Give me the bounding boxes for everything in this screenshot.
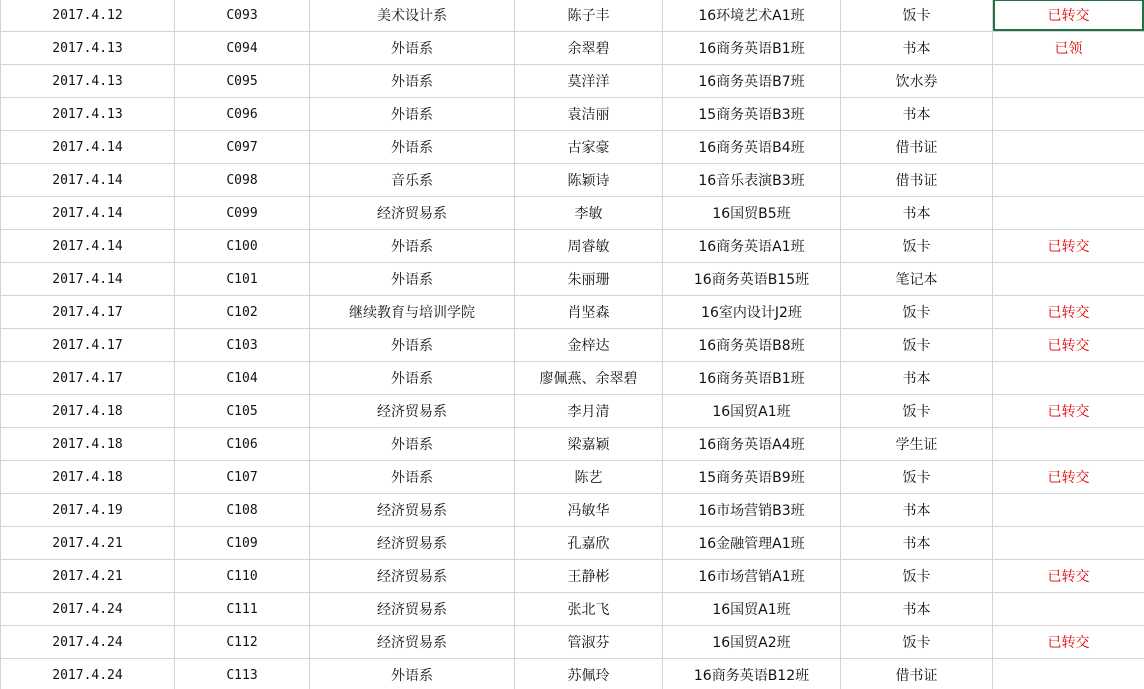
code-cell[interactable]: C109 — [175, 527, 310, 560]
table-row — [1, 329, 1144, 362]
status-cell[interactable] — [993, 362, 1144, 395]
code-cell[interactable]: C106 — [175, 428, 310, 461]
name-cell[interactable]: 陈颖诗 — [515, 164, 663, 197]
name-cell[interactable]: 李月清 — [515, 395, 663, 428]
item-cell[interactable]: 书本 — [841, 494, 993, 527]
department-cell[interactable]: 外语系 — [310, 131, 515, 164]
date-cell[interactable]: 2017.4.18 — [1, 395, 175, 428]
date-cell[interactable]: 2017.4.14 — [1, 131, 175, 164]
item-cell[interactable]: 饮水券 — [841, 65, 993, 98]
date-cell[interactable]: 2017.4.14 — [1, 164, 175, 197]
status-cell[interactable] — [993, 659, 1144, 689]
department-cell[interactable]: 经济贸易系 — [310, 197, 515, 230]
name-cell[interactable]: 冯敏华 — [515, 494, 663, 527]
name-cell[interactable]: 袁洁丽 — [515, 98, 663, 131]
class-cell[interactable]: 16市场营销A1班 — [663, 560, 841, 593]
table-row — [1, 362, 1144, 395]
department-cell[interactable]: 外语系 — [310, 362, 515, 395]
table-row — [1, 428, 1144, 461]
class-cell[interactable]: 16商务英语B7班 — [663, 65, 841, 98]
code-cell[interactable]: C101 — [175, 263, 310, 296]
item-cell[interactable]: 学生证 — [841, 428, 993, 461]
class-cell[interactable]: 16国贸A2班 — [663, 626, 841, 659]
code-cell[interactable]: C094 — [175, 32, 310, 65]
date-cell[interactable]: 2017.4.24 — [1, 626, 175, 659]
name-cell[interactable]: 陈艺 — [515, 461, 663, 494]
date-cell[interactable]: 2017.4.17 — [1, 329, 175, 362]
department-cell[interactable]: 美术设计系 — [310, 0, 515, 32]
code-cell[interactable]: C105 — [175, 395, 310, 428]
department-cell[interactable]: 外语系 — [310, 329, 515, 362]
date-cell[interactable]: 2017.4.13 — [1, 65, 175, 98]
table-row — [1, 65, 1144, 98]
code-cell[interactable]: C097 — [175, 131, 310, 164]
table-row — [1, 395, 1144, 428]
department-cell[interactable]: 外语系 — [310, 65, 515, 98]
status-cell[interactable] — [993, 65, 1144, 98]
status-cell[interactable]: 已转交 — [993, 560, 1144, 593]
code-cell[interactable]: C113 — [175, 659, 310, 689]
status-cell[interactable] — [993, 593, 1144, 626]
table-row — [1, 131, 1144, 164]
name-cell[interactable]: 廖佩燕、余翠碧 — [515, 362, 663, 395]
class-cell[interactable]: 16商务英语B1班 — [663, 362, 841, 395]
date-cell[interactable]: 2017.4.19 — [1, 494, 175, 527]
date-cell[interactable]: 2017.4.13 — [1, 98, 175, 131]
table-row — [1, 494, 1144, 527]
date-cell[interactable]: 2017.4.18 — [1, 461, 175, 494]
status-cell[interactable] — [993, 164, 1144, 197]
status-cell[interactable]: 已转交 — [993, 329, 1144, 362]
status-cell[interactable]: 已领 — [993, 32, 1144, 65]
date-cell[interactable]: 2017.4.17 — [1, 362, 175, 395]
status-cell[interactable] — [993, 263, 1144, 296]
date-cell[interactable]: 2017.4.14 — [1, 230, 175, 263]
class-cell[interactable]: 16国贸B5班 — [663, 197, 841, 230]
name-cell[interactable]: 肖坚森 — [515, 296, 663, 329]
code-cell[interactable]: C104 — [175, 362, 310, 395]
item-cell[interactable]: 饭卡 — [841, 395, 993, 428]
name-cell[interactable]: 莫洋洋 — [515, 65, 663, 98]
name-cell[interactable]: 苏佩玲 — [515, 659, 663, 689]
date-cell[interactable]: 2017.4.14 — [1, 197, 175, 230]
date-cell[interactable]: 2017.4.13 — [1, 32, 175, 65]
status-cell[interactable] — [993, 527, 1144, 560]
class-cell[interactable]: 16商务英语B12班 — [663, 659, 841, 689]
name-cell[interactable]: 金梓达 — [515, 329, 663, 362]
name-cell[interactable]: 梁嘉颖 — [515, 428, 663, 461]
code-cell[interactable]: C096 — [175, 98, 310, 131]
class-cell[interactable]: 16环境艺术A1班 — [663, 0, 841, 32]
status-cell[interactable] — [993, 98, 1144, 131]
department-cell[interactable]: 经济贸易系 — [310, 593, 515, 626]
code-cell[interactable]: C111 — [175, 593, 310, 626]
item-cell[interactable]: 饭卡 — [841, 560, 993, 593]
class-cell[interactable]: 16商务英语B15班 — [663, 263, 841, 296]
class-cell[interactable]: 16音乐表演B3班 — [663, 164, 841, 197]
item-cell[interactable]: 饭卡 — [841, 461, 993, 494]
date-cell[interactable]: 2017.4.14 — [1, 263, 175, 296]
name-cell[interactable]: 管淑芬 — [515, 626, 663, 659]
status-cell[interactable]: 已转交 — [993, 626, 1144, 659]
name-cell[interactable]: 朱丽珊 — [515, 263, 663, 296]
name-cell[interactable]: 李敏 — [515, 197, 663, 230]
class-cell[interactable]: 16国贸A1班 — [663, 593, 841, 626]
department-cell[interactable]: 外语系 — [310, 32, 515, 65]
item-cell[interactable]: 借书证 — [841, 164, 993, 197]
date-cell[interactable]: 2017.4.21 — [1, 527, 175, 560]
department-cell[interactable]: 外语系 — [310, 659, 515, 689]
name-cell[interactable]: 余翠碧 — [515, 32, 663, 65]
table-row — [1, 0, 1144, 32]
status-cell[interactable]: 已转交 — [993, 230, 1144, 263]
class-cell[interactable]: 16商务英语B1班 — [663, 32, 841, 65]
class-cell[interactable]: 16商务英语A1班 — [663, 230, 841, 263]
class-cell[interactable]: 15商务英语B9班 — [663, 461, 841, 494]
name-cell[interactable]: 王静彬 — [515, 560, 663, 593]
name-cell[interactable]: 张北飞 — [515, 593, 663, 626]
item-cell[interactable]: 书本 — [841, 527, 993, 560]
code-cell[interactable]: C100 — [175, 230, 310, 263]
item-cell[interactable]: 饭卡 — [841, 0, 993, 32]
table-row — [1, 263, 1144, 296]
date-cell[interactable]: 2017.4.18 — [1, 428, 175, 461]
class-cell[interactable]: 16商务英语A4班 — [663, 428, 841, 461]
table-row — [1, 197, 1144, 230]
name-cell[interactable]: 陈子丰 — [515, 0, 663, 32]
department-cell[interactable]: 经济贸易系 — [310, 494, 515, 527]
name-cell[interactable]: 孔嘉欣 — [515, 527, 663, 560]
item-cell[interactable]: 书本 — [841, 98, 993, 131]
name-cell[interactable]: 周睿敏 — [515, 230, 663, 263]
code-cell[interactable]: C099 — [175, 197, 310, 230]
date-cell[interactable]: 2017.4.24 — [1, 593, 175, 626]
status-cell[interactable] — [993, 494, 1144, 527]
class-cell[interactable]: 16商务英语B4班 — [663, 131, 841, 164]
item-cell[interactable]: 书本 — [841, 197, 993, 230]
code-cell[interactable]: C095 — [175, 65, 310, 98]
item-cell[interactable]: 饭卡 — [841, 230, 993, 263]
item-cell[interactable]: 借书证 — [841, 659, 993, 689]
item-cell[interactable]: 书本 — [841, 362, 993, 395]
status-cell[interactable]: 已转交 — [993, 296, 1144, 329]
item-cell[interactable]: 饭卡 — [841, 329, 993, 362]
class-cell[interactable]: 16市场营销B3班 — [663, 494, 841, 527]
table-row — [1, 626, 1144, 659]
code-cell[interactable]: C102 — [175, 296, 310, 329]
department-cell[interactable]: 继续教育与培训学院 — [310, 296, 515, 329]
item-cell[interactable]: 借书证 — [841, 131, 993, 164]
status-cell[interactable]: 已转交 — [993, 461, 1144, 494]
code-cell[interactable]: C093 — [175, 0, 310, 32]
department-cell[interactable]: 外语系 — [310, 263, 515, 296]
code-cell[interactable]: C108 — [175, 494, 310, 527]
date-cell[interactable]: 2017.4.12 — [1, 0, 175, 32]
class-cell[interactable]: 16室内设计J2班 — [663, 296, 841, 329]
department-cell[interactable]: 经济贸易系 — [310, 626, 515, 659]
status-cell[interactable]: 已转交 — [993, 395, 1144, 428]
item-cell[interactable]: 书本 — [841, 593, 993, 626]
department-cell[interactable]: 外语系 — [310, 98, 515, 131]
table-row — [1, 230, 1144, 263]
class-cell[interactable]: 16商务英语B8班 — [663, 329, 841, 362]
department-cell[interactable]: 外语系 — [310, 461, 515, 494]
class-cell[interactable]: 16金融管理A1班 — [663, 527, 841, 560]
department-cell[interactable]: 经济贸易系 — [310, 395, 515, 428]
table-row — [1, 593, 1144, 626]
code-cell[interactable]: C103 — [175, 329, 310, 362]
item-cell[interactable]: 笔记本 — [841, 263, 993, 296]
table-row — [1, 98, 1144, 131]
date-cell[interactable]: 2017.4.24 — [1, 659, 175, 689]
department-cell[interactable]: 音乐系 — [310, 164, 515, 197]
table-row — [1, 164, 1144, 197]
department-cell[interactable]: 经济贸易系 — [310, 527, 515, 560]
table-row — [1, 560, 1144, 593]
name-cell[interactable]: 古家豪 — [515, 131, 663, 164]
class-cell[interactable]: 16国贸A1班 — [663, 395, 841, 428]
code-cell[interactable]: C112 — [175, 626, 310, 659]
department-cell[interactable]: 外语系 — [310, 428, 515, 461]
table-row — [1, 32, 1144, 65]
date-cell[interactable]: 2017.4.21 — [1, 560, 175, 593]
item-cell[interactable]: 饭卡 — [841, 626, 993, 659]
table-row — [1, 659, 1144, 689]
code-cell[interactable]: C098 — [175, 164, 310, 197]
status-cell[interactable] — [993, 197, 1144, 230]
department-cell[interactable]: 经济贸易系 — [310, 560, 515, 593]
status-cell[interactable]: 已转交 — [993, 0, 1144, 32]
class-cell[interactable]: 15商务英语B3班 — [663, 98, 841, 131]
status-cell[interactable] — [993, 131, 1144, 164]
table-row — [1, 461, 1144, 494]
date-cell[interactable]: 2017.4.17 — [1, 296, 175, 329]
department-cell[interactable]: 外语系 — [310, 230, 515, 263]
item-cell[interactable]: 饭卡 — [841, 296, 993, 329]
code-cell[interactable]: C110 — [175, 560, 310, 593]
table-row — [1, 527, 1144, 560]
table-row — [1, 296, 1144, 329]
status-cell[interactable] — [993, 428, 1144, 461]
code-cell[interactable]: C107 — [175, 461, 310, 494]
item-cell[interactable]: 书本 — [841, 32, 993, 65]
